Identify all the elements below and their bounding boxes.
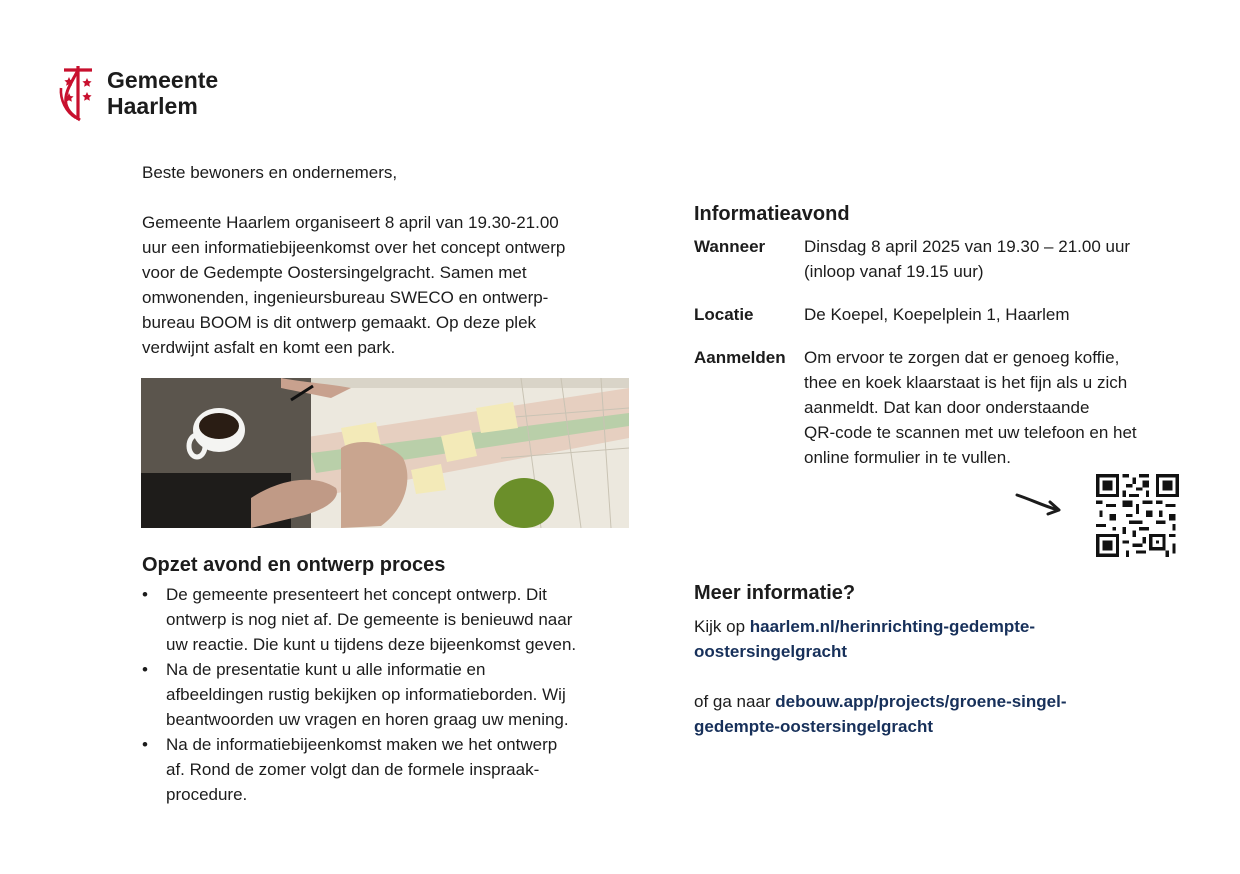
info-line: thee en koek klaarstaat is het fijn als u zich: [804, 373, 1128, 392]
intro-line: uur een informatiebijeenkomst over het concept ontwerp: [142, 238, 566, 257]
list-item: [142, 657, 642, 732]
info-label: Wanneer: [694, 237, 766, 256]
list-item: [142, 732, 642, 807]
info-value: [804, 302, 1194, 327]
logo-wordmark: [107, 67, 218, 119]
debouw-link[interactable]: debouw.app/projects/groene-singel-: [775, 692, 1067, 711]
info-line: Dinsdag 8 april 2025 van 19.30 – 21.00 uur: [804, 237, 1131, 256]
info-value: [804, 234, 1194, 284]
intro-paragraph: [142, 210, 642, 360]
bullet-line: beantwoorden uw vragen en horen graag uw mening.: [166, 710, 569, 729]
bullet-line: ontwerp is nog niet af. De gemeente is benieuwd naar: [166, 610, 573, 629]
meer-line-1: [694, 614, 1194, 664]
info-line: De Koepel, Koepelplein 1, Haarlem: [804, 305, 1070, 324]
greeting: Beste bewoners en ondernemers,: [142, 163, 398, 182]
intro-line: bureau BOOM is dit ontwerp gemaakt. Op deze plek: [142, 313, 537, 332]
photo-illustration: [141, 378, 629, 528]
info-line: online formulier in te vullen.: [804, 448, 1011, 467]
bullet-line: af. Rond de zomer volgt dan de formele inspraak-: [166, 760, 540, 779]
meer-prefix: of ga naar: [694, 692, 776, 711]
info-row-aanmelden: [694, 345, 1194, 470]
intro-line: Gemeente Haarlem organiseert 8 april van 19.30-21.00: [142, 213, 559, 232]
opzet-section: [142, 552, 642, 807]
meer-line-2: [694, 689, 1194, 739]
info-label: Aanmelden: [694, 348, 786, 367]
intro-line: voor de Gedempte Oostersingelgracht. Samen met: [142, 263, 527, 282]
gemeente-haarlem-logo: [58, 62, 218, 124]
debouw-link-continued[interactable]: gedempte-oostersingelgracht: [694, 717, 933, 736]
opzet-bullet-list: [142, 582, 642, 807]
qr-code[interactable]: [1096, 474, 1179, 557]
info-line: Om ervoor te zorgen dat er genoeg koffie,: [804, 348, 1120, 367]
logo-line-1: Gemeente: [107, 67, 219, 93]
informatieavond-title: Informatieavond: [694, 203, 850, 225]
arrow-right-icon: [1014, 488, 1064, 518]
list-item: [142, 582, 642, 657]
informatieavond-section: [694, 201, 1194, 470]
opzet-title: Opzet avond en ontwerp proces: [142, 554, 446, 576]
bullet-line: • Na de informatiebijeenkomst maken we het ontwerp: [166, 735, 558, 754]
workshop-photo: [141, 378, 629, 528]
bullet-line: afbeeldingen rustig bekijken op informatieborden. Wij: [166, 685, 566, 704]
bullet-line: procedure.: [166, 785, 248, 804]
info-line: QR-code te scannen met uw telefoon en het: [804, 423, 1137, 442]
intro-line: verdwijnt asfalt en komt een park.: [142, 338, 396, 357]
info-value: [804, 345, 1194, 470]
info-row-wanneer: [694, 234, 1194, 284]
info-line: aanmeldt. Dat kan door onderstaande: [804, 398, 1090, 417]
haarlem-coat-of-arms-icon: [58, 62, 98, 124]
logo-line-2: Haarlem: [107, 93, 198, 119]
intro-line: omwonenden, ingenieursbureau SWECO en ontwerp-: [142, 288, 549, 307]
meer-prefix: Kijk op: [694, 617, 750, 636]
letter-body: [142, 160, 642, 360]
info-line: (inloop vanaf 19.15 uur): [804, 262, 984, 281]
info-row-locatie: [694, 302, 1194, 327]
bullet-line: • De gemeente presenteert het concept ontwerp. Dit: [166, 585, 547, 604]
bullet-line: • Na de presentatie kunt u alle informatie en: [166, 660, 486, 679]
meer-informatie-section: [694, 580, 1194, 739]
meer-informatie-title: Meer informatie?: [694, 582, 856, 604]
haarlem-link[interactable]: haarlem.nl/herinrichting-gedempte-: [749, 617, 1036, 636]
bullet-line: uw reactie. Die kunt u tijdens deze bijeenkomst geven.: [166, 635, 577, 654]
haarlem-link-continued[interactable]: oostersingelgracht: [694, 642, 848, 661]
info-label: Locatie: [694, 305, 754, 324]
